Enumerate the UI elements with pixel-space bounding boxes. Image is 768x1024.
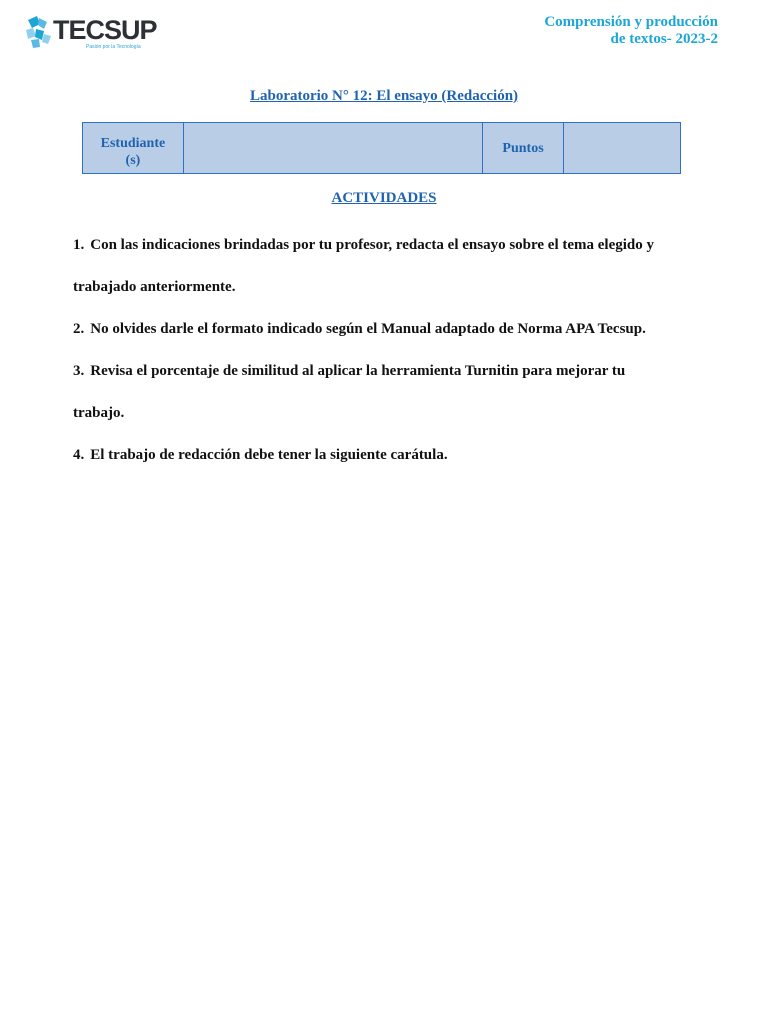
item-text: Con las indicaciones brindadas por tu profesor, redacta el ensayo sobre el tema elegido y (90, 237, 655, 253)
item-text-continued: trabajado anteriormente. (73, 279, 236, 295)
item-number: 2. (73, 321, 85, 337)
list-item (73, 308, 693, 350)
student-label-cell (83, 123, 184, 174)
list-item-continuation (73, 266, 693, 308)
student-label-line-1: Estudiante (100, 136, 166, 151)
item-number: 3. (73, 363, 85, 379)
activities-list (73, 224, 693, 476)
logo-wordmark: TECSUP (53, 15, 157, 45)
course-title-line-2: de textos- 2023-2 (610, 31, 718, 47)
points-label-cell: Puntos (482, 123, 564, 174)
student-label-line-2: (s) (125, 153, 141, 168)
table-row (83, 123, 681, 174)
item-text: No olvides darle el formato indicado según el Manual adaptado de Norma APA Tecsup. (90, 321, 646, 337)
list-item-continuation (73, 392, 693, 434)
list-item (73, 434, 693, 476)
item-text-continued: trabajo. (73, 405, 125, 421)
item-text: Revisa el porcentaje de similitud al aplicar la herramienta Turnitin para mejorar tu (90, 363, 626, 379)
list-item (73, 224, 693, 266)
list-item (73, 350, 693, 392)
item-number: 1. (73, 237, 85, 253)
tecsup-logo (24, 14, 157, 54)
activities-heading: ACTIVIDADES (331, 190, 437, 206)
course-title (544, 14, 718, 48)
points-value-field[interactable] (564, 123, 681, 174)
lab-title: Laboratorio N° 12: El ensayo (Redacción) (249, 88, 519, 104)
item-number: 4. (73, 447, 85, 463)
student-name-field[interactable] (183, 123, 482, 174)
course-title-line-1: Comprensión y producción (544, 14, 718, 30)
logo-tagline: Pasión por la Tecnología (86, 44, 141, 50)
item-text: El trabajo de redacción debe tener la siguiente carátula. (90, 447, 448, 463)
tecsup-cube-logo-icon (24, 14, 54, 50)
student-points-table (82, 122, 681, 174)
